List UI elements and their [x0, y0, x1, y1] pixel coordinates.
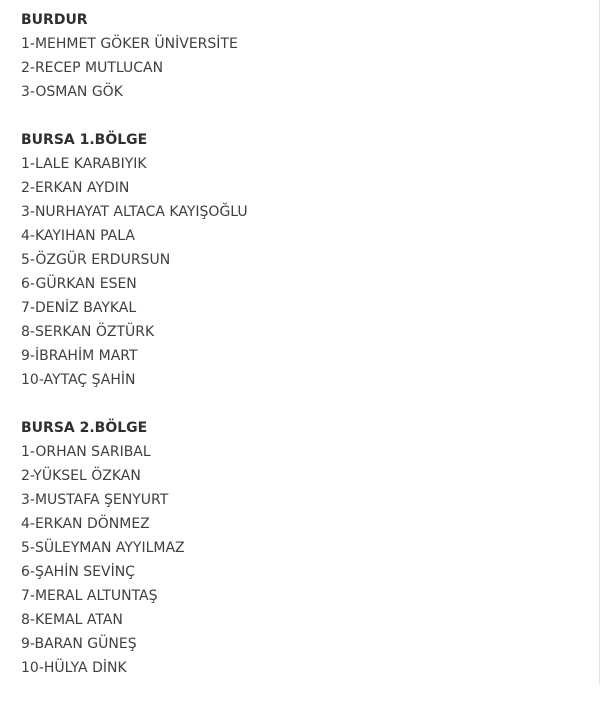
section-title: BURSA 1.BÖLGE: [21, 132, 148, 148]
candidate-item: 1-MEHMET GÖKER ÜNİVERSİTE: [21, 36, 238, 52]
candidate-item: 8-KEMAL ATAN: [21, 612, 123, 628]
candidate-item: 3-NURHAYAT ALTACA KAYIŞOĞLU: [21, 204, 248, 220]
candidate-item: 9-BARAN GÜNEŞ: [21, 636, 137, 652]
candidate-item: 5-SÜLEYMAN AYYILMAZ: [21, 540, 185, 556]
candidate-item: 5-ÖZGÜR ERDURSUN: [21, 252, 171, 268]
section-bursa-2-bolge: [21, 416, 591, 680]
section-bursa-1-bolge: [21, 128, 591, 392]
candidate-item: 1-LALE KARABIYIK: [21, 156, 147, 172]
candidate-item: 7-MERAL ALTUNTAŞ: [21, 588, 158, 604]
candidate-item: 6-ŞAHİN SEVİNÇ: [21, 564, 135, 580]
candidate-item: 6-GÜRKAN ESEN: [21, 276, 137, 292]
candidate-item: 4-ERKAN DÖNMEZ: [21, 516, 150, 532]
candidate-item: 8-SERKAN ÖZTÜRK: [21, 324, 155, 340]
candidate-item: 4-KAYIHAN PALA: [21, 228, 135, 244]
candidate-item: 2-RECEP MUTLUCAN: [21, 60, 164, 76]
section-burdur: [21, 8, 591, 104]
candidate-item: 3-OSMAN GÖK: [21, 84, 123, 100]
candidate-item: 10-HÜLYA DİNK: [21, 660, 127, 676]
page-edge-border: [599, 0, 615, 685]
section-title: BURSA 2.BÖLGE: [21, 420, 148, 436]
candidate-item: 10-AYTAÇ ŞAHİN: [21, 372, 136, 388]
candidate-item: 2-YÜKSEL ÖZKAN: [21, 468, 141, 484]
candidate-item: 2-ERKAN AYDIN: [21, 180, 130, 196]
candidate-item: 9-İBRAHİM MART: [21, 348, 138, 364]
section-title: BURDUR: [21, 12, 88, 28]
candidate-item: 1-ORHAN SARIBAL: [21, 444, 151, 460]
candidate-item: 3-MUSTAFA ŞENYURT: [21, 492, 169, 508]
candidate-item: 7-DENİZ BAYKAL: [21, 300, 137, 316]
candidate-list-article: [21, 8, 591, 704]
